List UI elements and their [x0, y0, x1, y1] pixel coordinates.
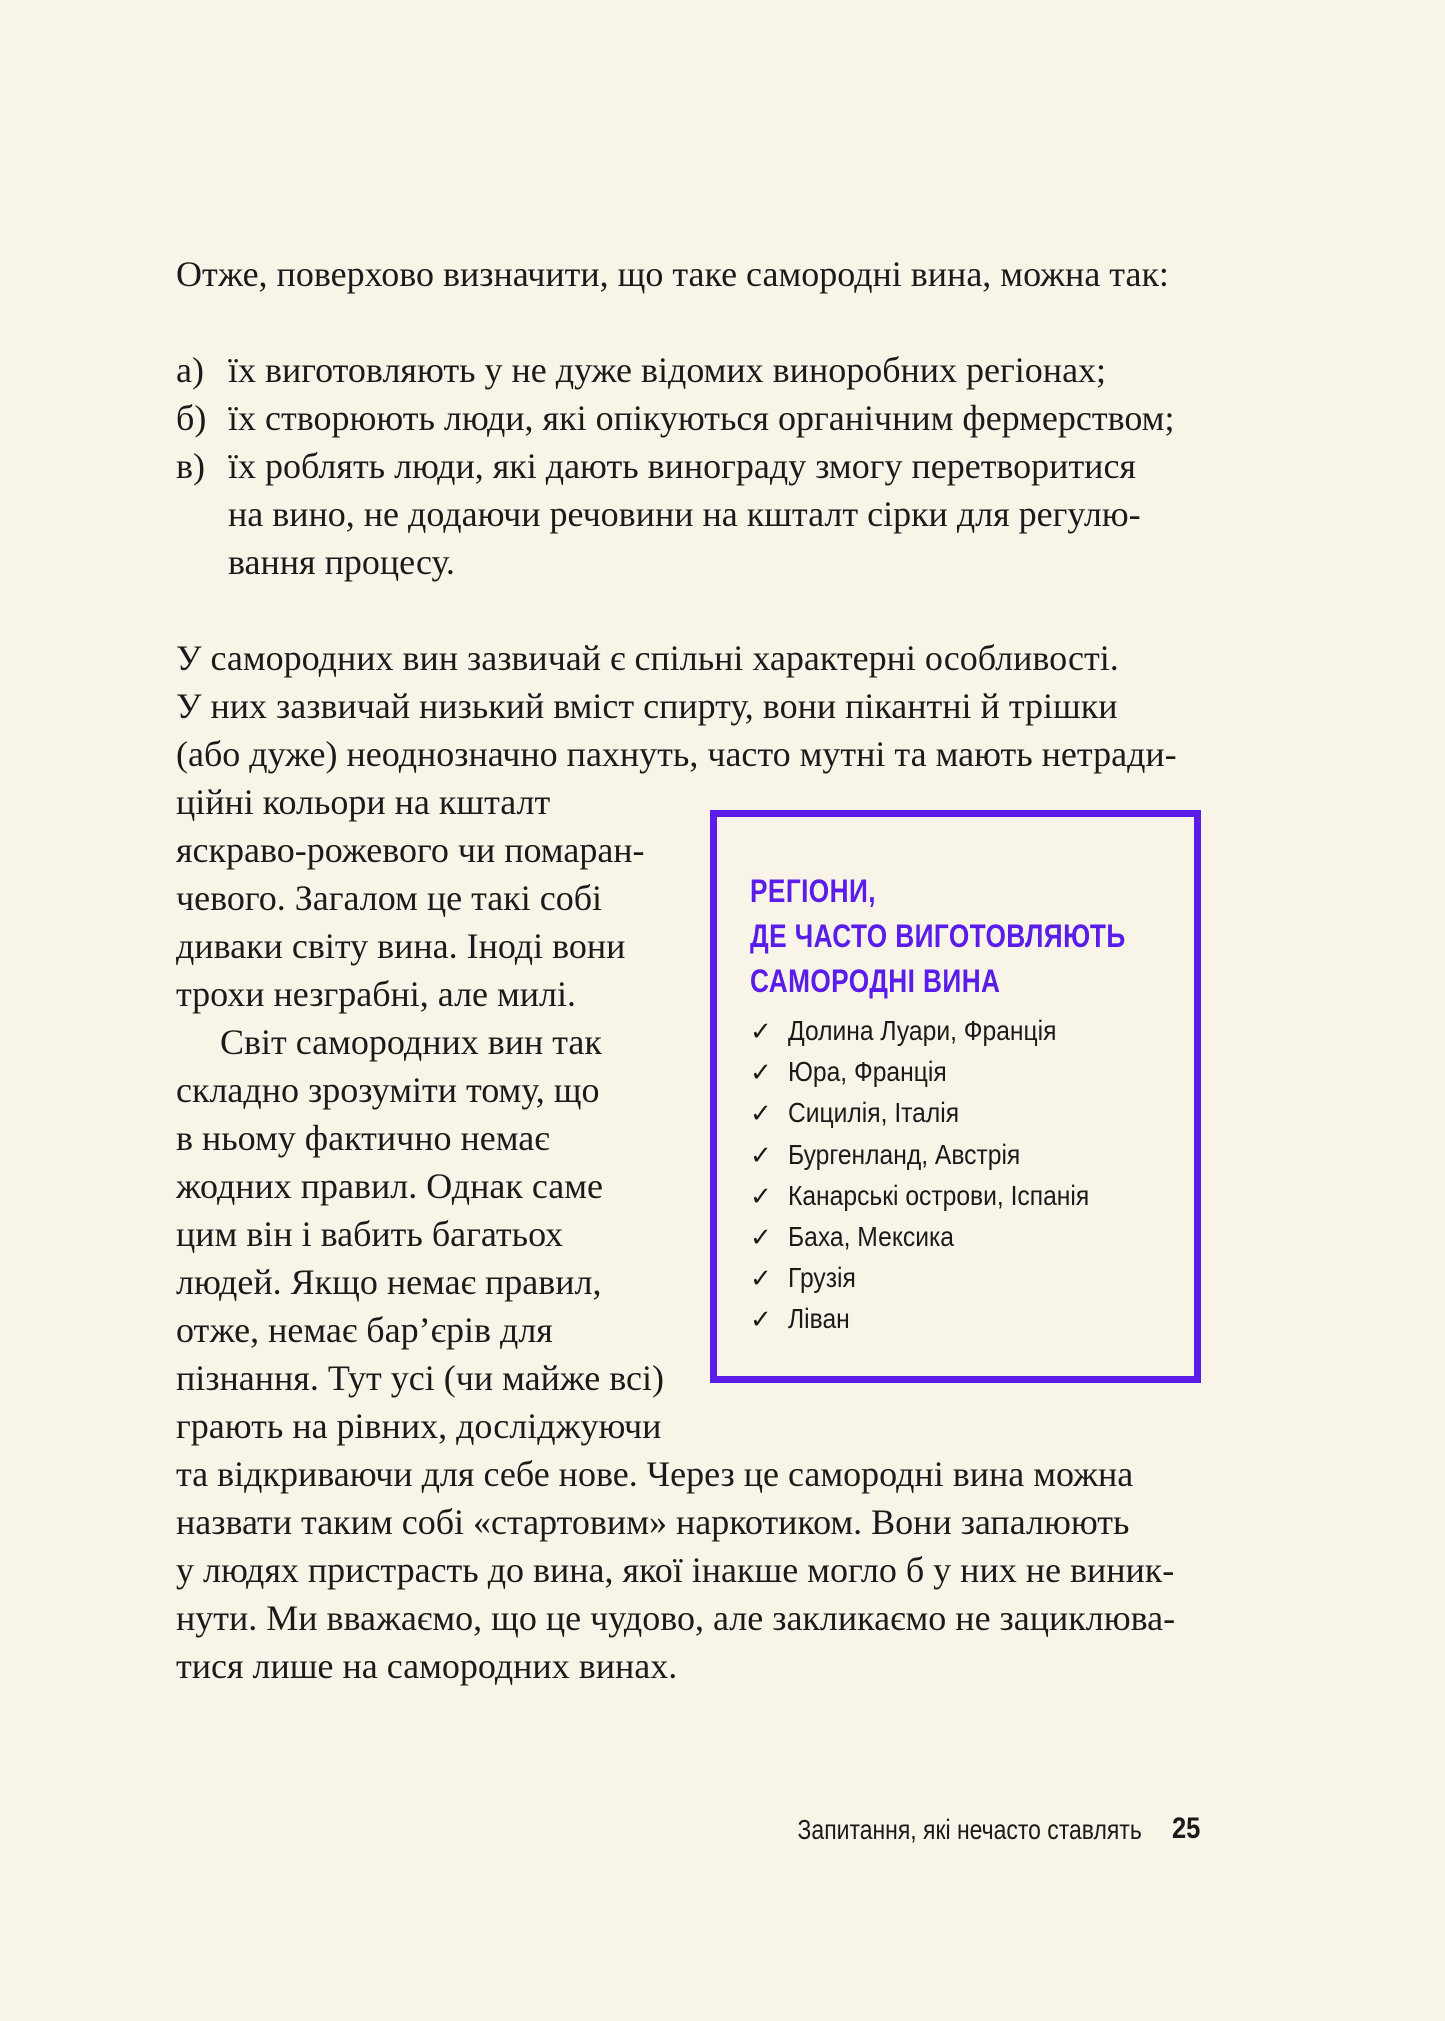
paragraph-line: Світ самородних вин так — [220, 1022, 602, 1062]
paragraph-line: нути. Ми вважаємо, що це чудово, але закликаємо не зациклюва- — [176, 1598, 1176, 1638]
paragraph-line: складно зрозуміти тому, що — [176, 1070, 600, 1110]
region-item: ✓ Грузія — [750, 1262, 856, 1294]
paragraph-line: людей. Якщо немає правил, — [176, 1262, 602, 1302]
region-item: ✓ Баха, Мексика — [750, 1221, 954, 1253]
region-item: ✓ Юра, Франція — [750, 1056, 947, 1088]
paragraph-line: У самородних вин зазвичай є спільні характерні особливості. — [176, 638, 1119, 678]
paragraph-line: в ньому фактично немає — [176, 1118, 550, 1158]
sidebar-title-line: ДЕ ЧАСТО ВИГОТОВЛЯЮТЬ — [750, 918, 1126, 954]
paragraph-line: грають на рівних, досліджуючи — [176, 1406, 662, 1446]
page-number: 25 — [1172, 1812, 1201, 1845]
intro-text: Отже, поверхово визначити, що таке самородні вина, можна так: — [176, 254, 1169, 294]
region-item: ✓ Сицилія, Італія — [750, 1097, 960, 1129]
check-icon: ✓ — [750, 1182, 772, 1212]
check-icon: ✓ — [750, 1223, 772, 1253]
list-marker-b: б) — [176, 398, 207, 438]
check-icon: ✓ — [750, 1058, 772, 1088]
paragraph-line: у людях пристрасть до вина, якої інакше могло б у них не виник- — [176, 1550, 1175, 1590]
region-item: ✓ Долина Луари, Франція — [750, 1015, 1057, 1047]
check-icon: ✓ — [750, 1141, 772, 1171]
list-item-a: їх виготовляють у не дуже відомих виноробних регіонах; — [228, 350, 1107, 390]
sidebar-title-line: САМОРОДНІ ВИНА — [750, 963, 1001, 999]
region-item: ✓ Бургенланд, Австрія — [750, 1139, 1021, 1171]
check-icon: ✓ — [750, 1264, 772, 1294]
regions-sidebar — [710, 810, 1201, 1383]
paragraph-line: (або дуже) неоднозначно пахнуть, часто мутні та мають нетради- — [176, 734, 1177, 774]
region-item: ✓ Ліван — [750, 1303, 850, 1335]
list-marker-c: в) — [176, 446, 205, 486]
paragraph-line: назвати таким собі «стартовим» наркотиком. Вони запалюють — [176, 1502, 1130, 1542]
paragraph-line: яскраво-рожевого чи помаран- — [176, 830, 645, 870]
sidebar-title-line: РЕГІОНИ, — [750, 873, 876, 909]
list-item-c-line: вання процесу. — [228, 542, 455, 582]
paragraph-line: тися лише на самородних винах. — [176, 1646, 678, 1686]
paragraph-line: ційні кольори на кшталт — [176, 782, 551, 822]
paragraph-line: та відкриваючи для себе нове. Через це самородні вина можна — [176, 1454, 1134, 1494]
paragraph-line: отже, немає бар’єрів для — [176, 1310, 553, 1350]
paragraph-line: чевого. Загалом це такі собі — [176, 878, 603, 918]
paragraph-line: У них зазвичай низький вміст спирту, вони пікантні й трішки — [176, 686, 1118, 726]
list-item-c-line: їх роблять люди, які дають винограду змогу перетворитися — [228, 446, 1136, 486]
check-icon: ✓ — [750, 1305, 772, 1335]
paragraph-line: пізнання. Тут усі (чи майже всі) — [176, 1358, 665, 1398]
paragraph-line: жодних правил. Однак саме — [176, 1166, 603, 1206]
list-marker-a: а) — [176, 350, 204, 390]
check-icon: ✓ — [750, 1017, 772, 1047]
paragraph-line: диваки світу вина. Іноді вони — [176, 926, 626, 966]
list-item-b: їх створюють люди, які опікуються органічним фермерством; — [228, 398, 1175, 438]
running-title: Запитання, які нечасто ставлять — [797, 1814, 1142, 1845]
region-item: ✓ Канарські острови, Іспанія — [750, 1180, 1090, 1212]
check-icon: ✓ — [750, 1099, 772, 1129]
paragraph-line: трохи незграбні, але милі. — [176, 974, 577, 1014]
list-item-c-line: на вино, не додаючи речовини на кшталт сірки для регулю- — [228, 494, 1141, 534]
paragraph-line: цим він і вабить багатьох — [176, 1214, 564, 1254]
